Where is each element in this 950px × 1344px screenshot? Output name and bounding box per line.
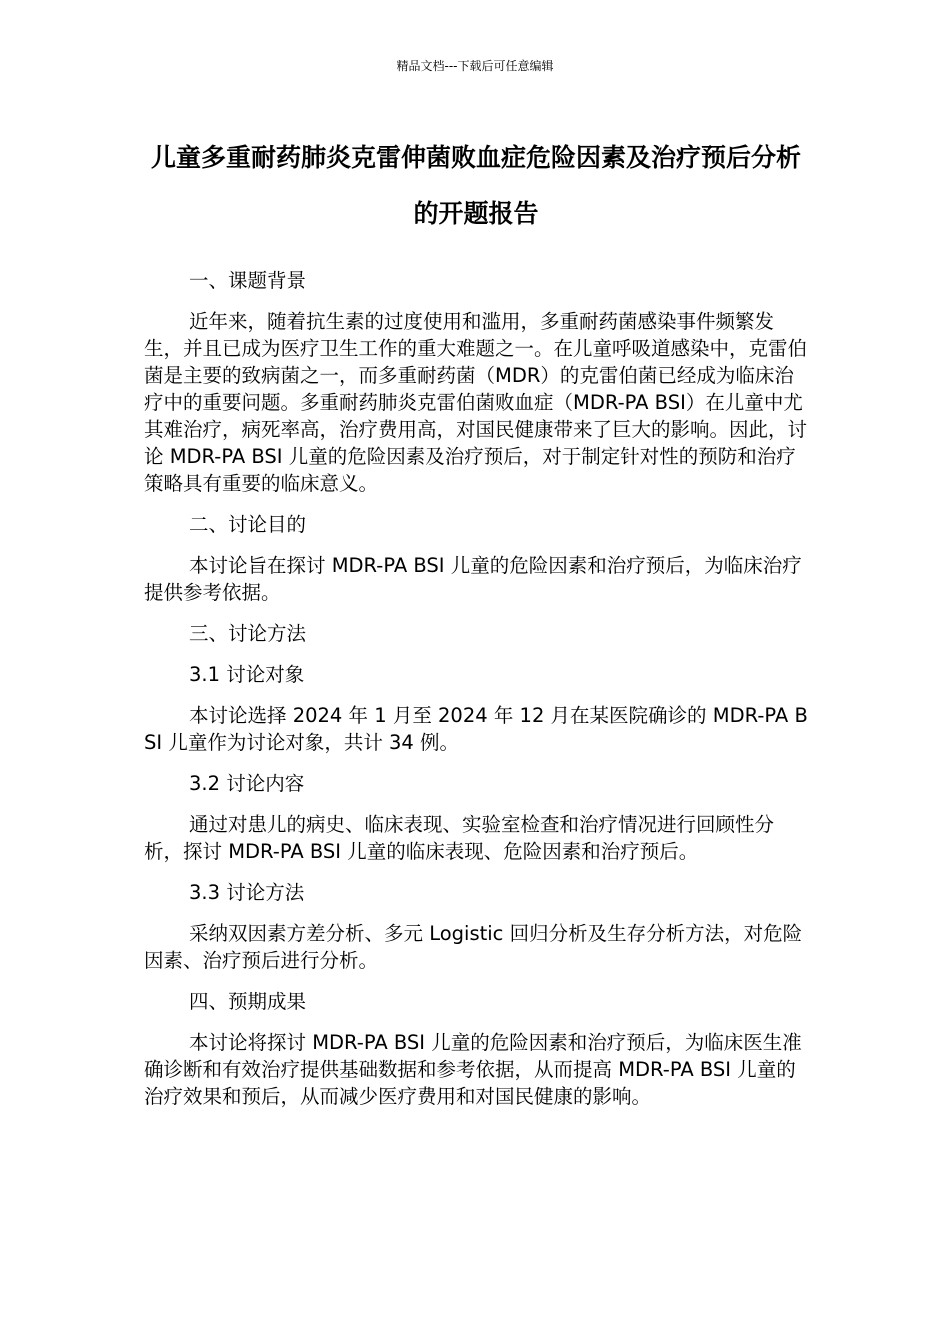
section-heading-expected-results: 四、预期成果 [189,990,307,1013]
paragraph-purpose: 本讨论旨在探讨 MDR-PA BSI 儿童的危险因素和治疗预后，为临床治疗提供参考依据。 [144,554,802,604]
subheading-subjects: 3.1 讨论对象 [189,663,305,686]
document-title: 儿童多重耐药肺炎克雷伸菌败血症危险因素及治疗预后分析的开题报告 [150,143,801,228]
section-heading-background: 一、课题背景 [189,269,307,292]
paragraph-expected-results: 本讨论将探讨 MDR-PA BSI 儿童的危险因素和治疗预后，为临床医生准确诊断和有效治疗提供基础数据和参考依据，从而提高 MDR-PA BSI 儿童的治疗效果和预后，从而减少医疗费用和对国民健康的影响。 [144,1031,802,1108]
subheading-method: 3.3 讨论方法 [189,881,305,904]
paragraph-background: 近年来，随着抗生素的过度使用和滥用，多重耐药菌感染事件频繁发生，并且已成为医疗卫生工作的重大难题之一。在儿童呼吸道感染中，克雷伯菌是主要的致病菌之一，而多重耐药菌（MDR）的克雷伯菌已经成为临床治疗中的重要问题。多重耐药肺炎克雷伯菌败血症（MDR-PA BSI）在儿童中尤其难治疗，病死率高，治疗费用高，对国民健康带来了巨大的影响。因此，讨论 MDR-PA BSI 儿童的危险因素及治疗预后，对于制定针对性的预防和治疗策略具有重要的临床意义。 [144,310,808,495]
paragraph-content: 通过对患儿的病史、临床表现、实验室检查和治疗情况进行回顾性分析，探讨 MDR-PA BSI 儿童的临床表现、危险因素和治疗预后。 [144,813,775,863]
document-body [144,267,810,1124]
subheading-content: 3.2 讨论内容 [189,772,305,795]
paragraph-subjects: 本讨论选择 2024 年 1 月至 2024 年 12 月在某医院确诊的 MDR-PA BSI 儿童作为讨论对象，共计 34 例。 [144,704,808,754]
section-heading-methods: 三、讨论方法 [189,622,307,645]
page-header-note: 精品文档---下载后可任意编辑 [396,59,554,73]
section-heading-purpose: 二、讨论目的 [189,513,307,536]
paragraph-method: 采纳双因素方差分析、多元 Logistic 回归分析及生存分析方法，对危险因素、治疗预后进行分析。 [144,922,803,972]
